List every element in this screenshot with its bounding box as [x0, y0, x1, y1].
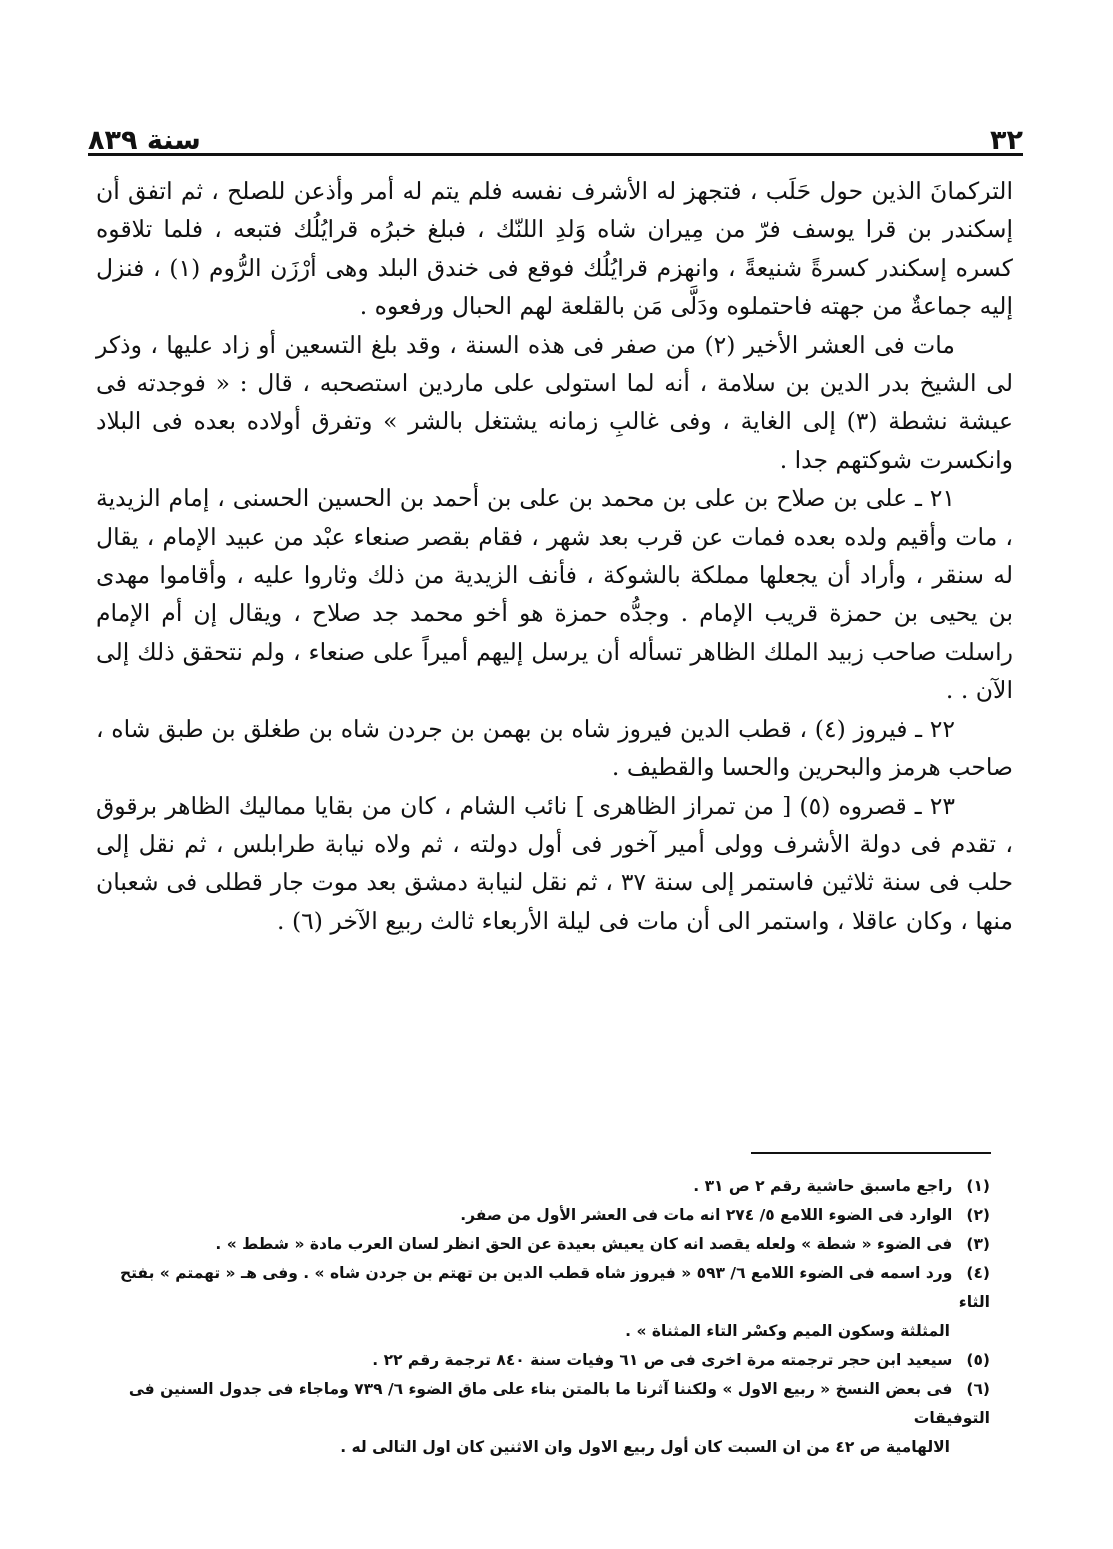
- footnote-text: فى بعض النسخ « ربيع الاول » ولكننا آثرنا ما بالمتن بناء على ماق الضوء ٦/ ٧٣٩ وماجاء فى جدول السنين فى التوفيقات: [128, 1380, 990, 1427]
- footnote-number: (٣): [966, 1235, 990, 1253]
- page-header: [88, 112, 1023, 156]
- footnote-text: راجع ماسبق حاشية رقم ٢ ص ٣١ .: [693, 1177, 953, 1195]
- paragraph: مات فى العشر الأخير (٢) من صفر فى هذه السنة ، وقد بلغ التسعين أو زاد عليها ، وذكر لى الشيخ بدر الدين بن سلامة ، أنه لما استولى على ماردين استصحبه ، قال : « فوجدته فى عيشة نشطة (٣) إلى الغاية ، وفى غالبِ زمانه يشتغل بالشر » وتفرق أولاده بعده فى البلاد وانكسرت شوكتهم جدا .: [96, 330, 1013, 474]
- footnote-number: (١): [966, 1177, 990, 1195]
- footnote-text: الوارد فى الضوء اللامع ٥/ ٢٧٤ انه مات فى العشر الأول من صفر.: [460, 1206, 953, 1224]
- paragraph: ٢١ ـ على بن صلاح بن على بن محمد بن على بن أحمد بن الحسين الحسنى ، إمام الزيدية ، مات وأقيم ولده بعده فمات عن قرب بعد شهر ، فقام بقصر صنعاء عبْد من عبيد الإمام ، يقال له سنقر ، وأراد أن يجعلها مملكة بالشوكة ، فأنف الزيدية من ذلك وثاروا عليه ، وأقاموا مهدى بن يحيى بن حمزة قريب الإمام . وجدُّه حمزة هو أخو محمد جد صلاح ، ويقال إن أم الإمام راسلت صاحب زبيد الملك الظاهر تسأله أن يرسل إليهم أميراً على صنعاء ، ولم نتحقق ذلك إلى الآن . .: [96, 484, 1013, 705]
- footnote-number: (٤): [966, 1264, 990, 1282]
- footnote-text: ورد اسمه فى الضوء اللامع ٦/ ٥٩٣ « فيروز شاه قطب الدين بن تهتم بن جردن شاه » . وفى هـ « تهمتم » بفتح الثاء: [119, 1264, 990, 1311]
- year-title: سنة ٨٣٩: [88, 125, 201, 156]
- paragraph: التركمانَ الذين حول حَلَب ، فتجهز له الأشرف نفسه فلم يتم له أمر وأذعن للصلح ، ثم اتفق أن إسكندر بن قرا يوسف فرّ من مِيران شاه وَلدِ اللنّك ، فبلغ خبرُه قرايُلُك فتبعه ، فلما تلاقوه كسره إسكندر كسرةً شنيعةً ، وانهزم قرايُلُك فوقع فى خندق البلد وهى أرْزَن الرُّوم (١) ، فنزل إليه جماعةٌ من جهته فاحتملوه ودَلَّى مَن بالقلعة لهم الحبال ورفعوه .: [96, 177, 1013, 321]
- footnote-number: (٥): [966, 1351, 990, 1369]
- footnote-text: سيعيد ابن حجر ترجمته مرة اخرى فى ص ٦١ وفيات سنة ٨٤٠ ترجمة رقم ٢٢ .: [372, 1351, 953, 1369]
- footnote-rule: [751, 1152, 991, 1154]
- paragraph: ٢٣ ـ قصروه (٥) [ من تمراز الظاهرى ] نائب الشام ، كان من بقايا مماليك الظاهر برقوق ، تقدم فى دولة الأشرف وولى أمير آخور فى أول دولته ، ثم ولاه نيابة طرابلس ، ثم نقل إلى حلب فى سنة ثلاثين فاستمر إلى سنة ٣٧ ، ثم نقل لنيابة دمشق بعد موت جار قطلى فى شعبان منها ، وكان عاقلا ، واستمر الى أن مات فى ليلة الأربعاء ثالث ربيع الآخر (٦) .: [96, 791, 1013, 935]
- main-text: [96, 172, 1013, 940]
- footnote: [88, 1346, 990, 1375]
- page-number: ٣٢: [990, 125, 1023, 156]
- footnote: [88, 1259, 990, 1346]
- footnote: [88, 1230, 990, 1259]
- paragraph: ٢٢ ـ فيروز (٤) ، قطب الدين فيروز شاه بن بهمن بن جردن شاه بن طغلق بن طبق شاه ، صاحب هرمز والبحرين والحسا والقطيف .: [96, 714, 1013, 782]
- footnote-number: (٢): [966, 1206, 990, 1224]
- footnote: [88, 1172, 990, 1201]
- footnote-number: (٦): [966, 1380, 990, 1398]
- footnote-text: فى الضوء « شطة » ولعله يقصد انه كان يعيش بعيدة عن الحق انظر لسان العرب مادة « شطط » .: [215, 1235, 953, 1253]
- header-rule: [88, 153, 1023, 156]
- footnote: [88, 1375, 990, 1462]
- footnote-continuation: الالهامية ص ٤٢ من ان السبت كان أول ربيع الاول وان الاثنين كان اول التالى له .: [340, 1438, 950, 1456]
- footnotes: [88, 1172, 990, 1462]
- footnote-continuation: المثلثة وسكون الميم وكسْر التاء المثناة » .: [625, 1322, 950, 1340]
- footnote: [88, 1201, 990, 1230]
